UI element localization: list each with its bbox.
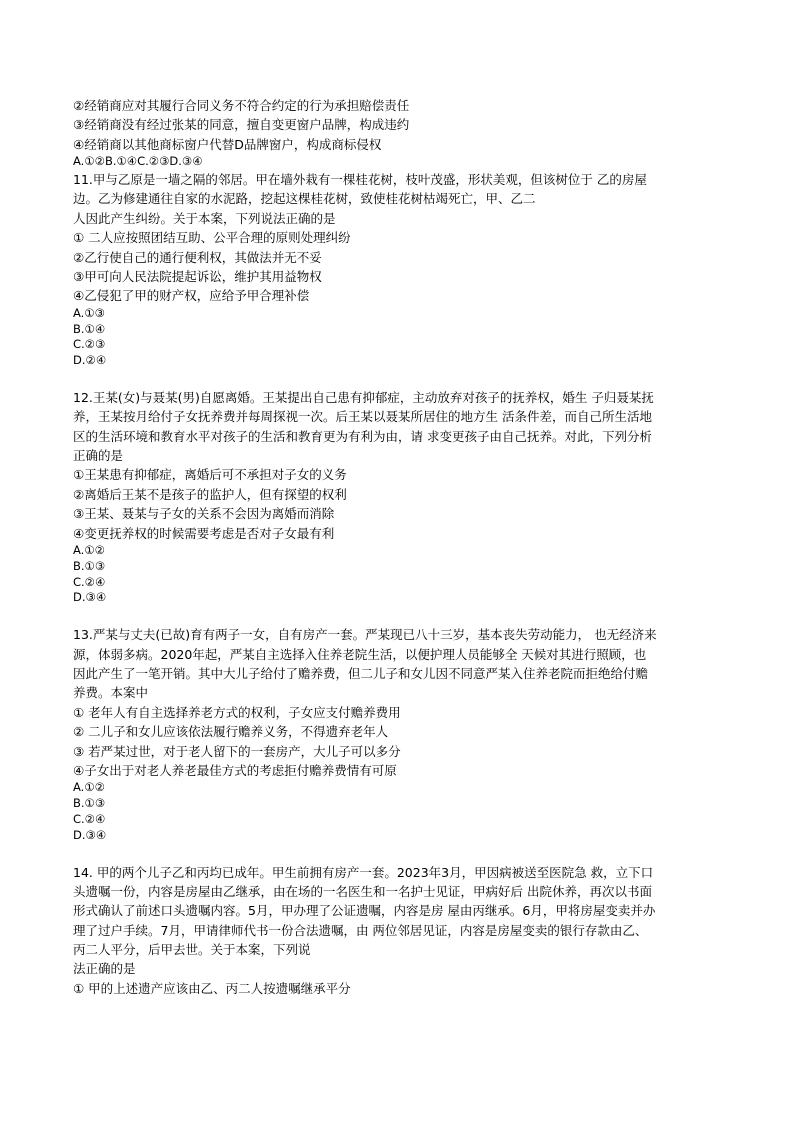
q12-stem-line: 正确的是 <box>73 448 124 464</box>
spacer <box>73 369 733 388</box>
q14-stem-line: 丙二人平分，后甲去世。关于本案，下列说 <box>73 942 311 958</box>
q12-option-a: A.①② <box>73 543 105 558</box>
q11-option-d: D.②④ <box>73 353 107 368</box>
q12-option-c: C.②④ <box>73 574 106 589</box>
q14-stem-line: 理了过户手续。7月，甲请律师代书一份合法遗嘱，由 两位邻居见证，内容是房屋变卖的银行存款由乙、 <box>73 922 648 938</box>
q11-stem-line: 边。乙为修建通往自家的水泥路，挖起这棵桂花树，致使桂花树枯竭死亡，甲、乙二 <box>73 191 536 207</box>
q10-answer-options: A.①②B.①④C.②③D.③④ <box>73 154 203 169</box>
q11-option-a: A.①③ <box>73 305 105 320</box>
q13-stem-line: 养费。本案中 <box>73 685 149 701</box>
q13-option-d: D.③④ <box>73 827 107 842</box>
q14-stem-line: 法正确的是 <box>73 961 136 977</box>
q14-statement-1: ① 甲的上述遗产应该由乙、丙二人按遗嘱继承平分 <box>73 980 351 996</box>
q11-statement-4: ④乙侵犯了甲的财产权，应给予甲合理补偿 <box>73 288 310 304</box>
question-11 <box>73 170 733 369</box>
q12-option-d: D.③④ <box>73 590 107 605</box>
q12-statement-1: ①王某患有抑郁症，离婚后可不承担对子女的义务 <box>73 467 347 483</box>
q12-stem-line: 养，王某按月给付子女抚养费并每周探视一次。后王某以聂某所居住的地方生 活条件差，而自己所生活地 <box>73 409 652 425</box>
q13-statement-4: ④子女出于对老人养老最佳方式的考虑拒付赡养费情有可原 <box>73 762 397 778</box>
q12-statement-3: ③王某、聂某与子女的关系不会因为离婚而消除 <box>73 506 335 522</box>
q11-statement-1: ① 二人应按照团结互助、公平合理的原则处理纠纷 <box>73 230 351 246</box>
q13-stem-line: 因此产生了一笔开销。其中大儿子给付了赡养费，但二儿子和女儿因不同意严某入住养老院而拒绝给付赡 <box>73 665 649 681</box>
q14-stem-line: 头遗嘱一份，内容是房屋由乙继承，由在场的一名医生和一名护士见证，甲病好后 出院休养，再次以书面 <box>73 883 652 899</box>
question-13 <box>73 625 733 843</box>
q11-option-b: B.①④ <box>73 321 106 336</box>
q13-stem-line: 13.严某与丈夫(已故)育有两子一女，自有房产一套。严某现已八十三岁，基本丧失劳动能力， 也无经济来 <box>73 627 657 643</box>
question-12 <box>73 388 733 606</box>
q10-statement-2: ②经销商应对其履行合同义务不符合约定的行为承担赔偿责任 <box>73 98 410 113</box>
q12-stem-line: 区的生活环境和教育水平对孩子的生活和教育更为有利为由，请 求变更孩子由自己抚养。对此，下列分析 <box>73 428 652 444</box>
q13-option-a: A.①② <box>73 780 105 795</box>
q10-statement-4: ④经销商以其他商标窗户代替D品牌窗户，构成商标侵权 <box>73 136 382 152</box>
q11-statement-3: ③甲可向人民法院提起诉讼，维护其用益物权 <box>73 268 322 284</box>
q13-statement-3: ③ 若严某过世，对于老人留下的一套房产，大儿子可以多分 <box>73 743 401 759</box>
q14-stem-line: 形式确认了前述口头遗嘱内容。5月，甲办理了公证遗嘱，内容是房 屋由丙继承。6月，甲将房屋变卖并办 <box>73 903 656 919</box>
q13-stem-line: 源，体弱多病。2020年起，严某自主选择入住养老院生活，以便护理人员能够全 天候对其进行照顾，也 <box>73 646 647 662</box>
spacer <box>73 606 733 625</box>
q10-statement-3: ③经销商没有经过张某的同意，擅自变更窗户品牌，构成违约 <box>73 117 410 133</box>
question-10-tail <box>73 96 733 170</box>
q12-statement-2: ②离婚后王某不是孩子的监护人，但有探望的权利 <box>73 486 347 502</box>
q13-statement-1: ① 老年人有自主选择养老方式的权利，子女应支付赡养费用 <box>73 704 401 720</box>
q11-statement-2: ②乙行使自己的通行便利权，其做法并无不妥 <box>73 249 322 265</box>
question-14 <box>73 863 733 999</box>
question-content <box>73 96 733 998</box>
q12-stem-line: 12.王某(女)与聂某(男)自愿离婚。王某提出自己患有抑郁症，主动放弃对孩子的抚养权，婚生 子归聂某抚 <box>73 389 654 405</box>
q12-statement-4: ④变更抚养权的时候需要考虑是否对子女最有利 <box>73 525 335 541</box>
q11-stem-line: 人因此产生纠纷。关于本案，下列说法正确的是 <box>73 210 336 226</box>
q14-stem-line: 14. 甲的两个儿子乙和丙均已成年。甲生前拥有房产一套。2023年3月，甲因病被送至医院急 救，立下口 <box>73 864 654 880</box>
q13-statement-2: ② 二儿子和女儿应该依法履行赡养义务，不得遗弃老年人 <box>73 724 389 740</box>
q13-option-c: C.②④ <box>73 811 106 826</box>
q13-option-b: B.①③ <box>73 796 106 811</box>
q11-stem-line: 11.甲与乙原是一墙之隔的邻居。甲在墙外栽有一棵桂花树，枝叶茂盛，形状美观，但该树位于 乙的房屋 <box>73 171 647 187</box>
q12-option-b: B.①③ <box>73 558 106 573</box>
spacer <box>73 844 733 863</box>
q11-option-c: C.②③ <box>73 337 106 352</box>
